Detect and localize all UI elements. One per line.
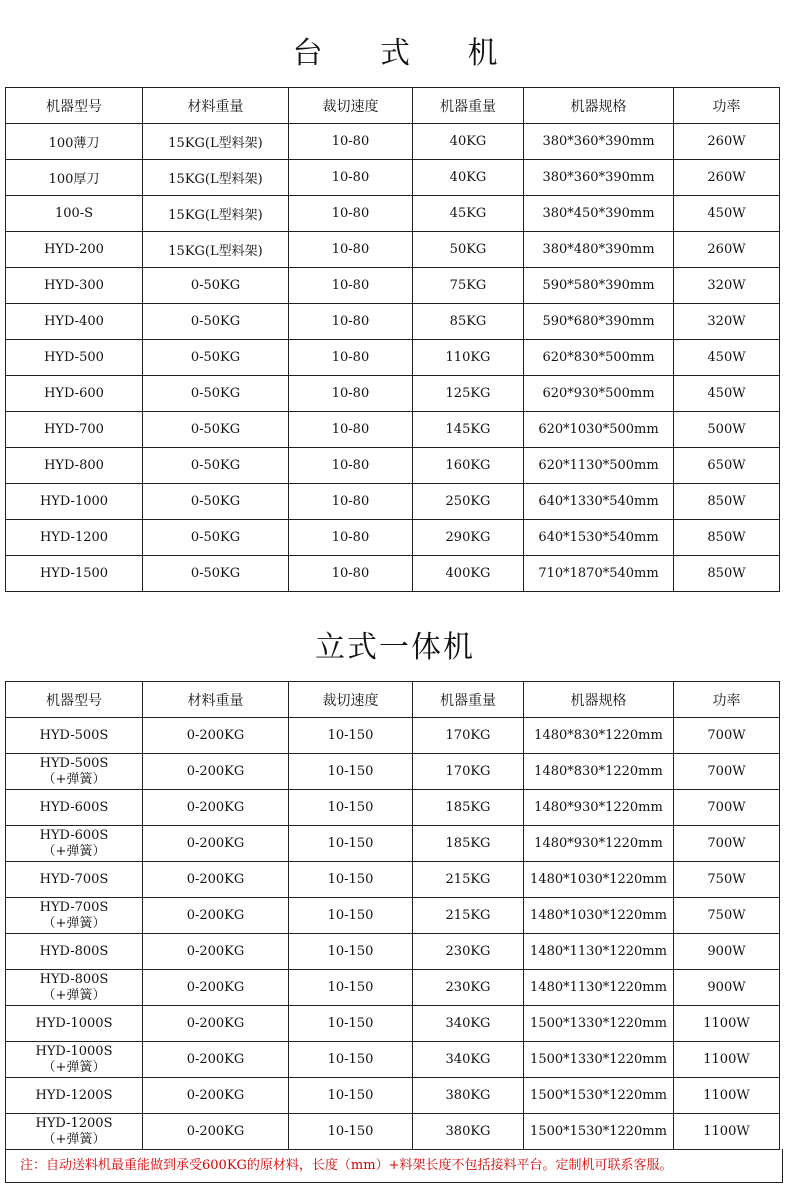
cell-power: 850W (674, 484, 780, 520)
cell-power: 1100W (674, 1006, 780, 1042)
cell-material-weight: 15KG(L型料架) (143, 196, 289, 232)
cell-machine-weight: 215KG (413, 862, 524, 898)
cell-machine-weight: 215KG (413, 898, 524, 934)
cell-model (6, 790, 143, 826)
cell-power: 700W (674, 718, 780, 754)
table-row (6, 1006, 780, 1042)
table-row (6, 790, 780, 826)
cell-machine-spec: 380*360*390mm (524, 124, 674, 160)
cell-model (6, 1078, 143, 1114)
table-row (6, 484, 780, 520)
model-name: HYD-1000S (35, 1043, 113, 1059)
table-row (6, 1114, 780, 1150)
cell-machine-spec: 590*580*390mm (524, 268, 674, 304)
cell-power: 750W (674, 898, 780, 934)
cell-machine-spec: 620*1130*500mm (524, 448, 674, 484)
cell-machine-spec: 620*1030*500mm (524, 412, 674, 448)
cell-cutting-speed: 10-80 (289, 124, 413, 160)
table-row (6, 862, 780, 898)
cell-model: HYD-1200 (6, 520, 143, 556)
cell-machine-weight: 230KG (413, 970, 524, 1006)
model-name: HYD-800S (39, 971, 109, 987)
cell-machine-spec: 1480*930*1220mm (524, 790, 674, 826)
cell-model (6, 970, 143, 1006)
table-row (6, 376, 780, 412)
table-row (6, 124, 780, 160)
table-row (6, 754, 780, 790)
cell-machine-spec: 1480*1030*1220mm (524, 862, 674, 898)
cell-model (6, 754, 143, 790)
header-cutting-speed: 裁切速度 (289, 88, 413, 124)
cell-power: 700W (674, 790, 780, 826)
cell-material-weight: 0-50KG (143, 484, 289, 520)
cell-power: 450W (674, 340, 780, 376)
cell-cutting-speed: 10-80 (289, 232, 413, 268)
cell-material-weight: 0-200KG (143, 1078, 289, 1114)
model-name: HYD-700S (39, 871, 109, 887)
desktop-machine-title: 台 式 机 (292, 36, 522, 71)
cell-machine-weight: 340KG (413, 1042, 524, 1078)
cell-machine-spec: 380*450*390mm (524, 196, 674, 232)
cell-cutting-speed: 10-150 (289, 898, 413, 934)
vertical-machine-table (5, 681, 780, 1150)
table-header-row (6, 682, 780, 718)
cell-machine-spec: 640*1530*540mm (524, 520, 674, 556)
cell-model: HYD-600 (6, 376, 143, 412)
table-row (6, 898, 780, 934)
cell-model: HYD-400 (6, 304, 143, 340)
cell-power: 450W (674, 196, 780, 232)
cell-machine-spec: 1480*1130*1220mm (524, 970, 674, 1006)
cell-material-weight: 0-200KG (143, 790, 289, 826)
cell-power: 700W (674, 826, 780, 862)
model-name: HYD-500S (39, 727, 109, 743)
header-material-weight: 材料重量 (143, 682, 289, 718)
cell-material-weight: 0-200KG (143, 1042, 289, 1078)
cell-machine-spec: 620*930*500mm (524, 376, 674, 412)
cell-machine-weight: 170KG (413, 718, 524, 754)
table-row (6, 160, 780, 196)
cell-model: 100厚刀 (6, 160, 143, 196)
cell-machine-weight: 160KG (413, 448, 524, 484)
cell-machine-spec: 620*830*500mm (524, 340, 674, 376)
cell-machine-spec: 1480*830*1220mm (524, 754, 674, 790)
model-suffix: （+弹簧） (42, 1059, 106, 1075)
cell-cutting-speed: 10-80 (289, 268, 413, 304)
cell-material-weight: 15KG(L型料架) (143, 232, 289, 268)
cell-model (6, 718, 143, 754)
cell-machine-weight: 50KG (413, 232, 524, 268)
cell-power: 320W (674, 268, 780, 304)
cell-machine-spec: 1500*1330*1220mm (524, 1042, 674, 1078)
cell-model (6, 1114, 143, 1150)
cell-power: 500W (674, 412, 780, 448)
header-model: 机器型号 (6, 88, 143, 124)
cell-model (6, 934, 143, 970)
cell-power: 260W (674, 124, 780, 160)
cell-cutting-speed: 10-150 (289, 1078, 413, 1114)
table-row (6, 232, 780, 268)
cell-cutting-speed: 10-80 (289, 520, 413, 556)
cell-cutting-speed: 10-80 (289, 448, 413, 484)
cell-material-weight: 0-200KG (143, 754, 289, 790)
footnote: 注：自动送料机最重能做到承受600KG的原材料，长度（mm）+料架长度不包括接料平台。定制机可联系客服。 (5, 1149, 783, 1183)
model-name: HYD-1200S (35, 1087, 113, 1103)
cell-machine-spec: 1480*830*1220mm (524, 718, 674, 754)
header-machine-weight: 机器重量 (413, 88, 524, 124)
cell-power: 260W (674, 160, 780, 196)
cell-power: 260W (674, 232, 780, 268)
cell-machine-weight: 340KG (413, 1006, 524, 1042)
cell-power: 450W (674, 376, 780, 412)
cell-power: 1100W (674, 1042, 780, 1078)
cell-machine-spec: 1500*1530*1220mm (524, 1078, 674, 1114)
cell-cutting-speed: 10-80 (289, 160, 413, 196)
cell-material-weight: 0-200KG (143, 898, 289, 934)
cell-material-weight: 0-50KG (143, 556, 289, 592)
cell-model: HYD-1500 (6, 556, 143, 592)
cell-power: 900W (674, 970, 780, 1006)
cell-model: 100薄刀 (6, 124, 143, 160)
cell-cutting-speed: 10-150 (289, 754, 413, 790)
cell-cutting-speed: 10-80 (289, 412, 413, 448)
cell-cutting-speed: 10-150 (289, 1006, 413, 1042)
cell-power: 700W (674, 754, 780, 790)
cell-material-weight: 0-200KG (143, 862, 289, 898)
cell-model: HYD-500 (6, 340, 143, 376)
cell-cutting-speed: 10-150 (289, 1114, 413, 1150)
model-suffix: （+弹簧） (42, 843, 106, 859)
cell-material-weight: 0-200KG (143, 1114, 289, 1150)
table-row (6, 196, 780, 232)
model-name: HYD-600S (39, 827, 109, 843)
cell-machine-weight: 75KG (413, 268, 524, 304)
table-header-row (6, 88, 780, 124)
table-row (6, 1042, 780, 1078)
cell-material-weight: 0-50KG (143, 448, 289, 484)
cell-model: HYD-700 (6, 412, 143, 448)
cell-model: HYD-1000 (6, 484, 143, 520)
cell-cutting-speed: 10-80 (289, 376, 413, 412)
header-machine-spec: 机器规格 (524, 88, 674, 124)
vertical-machine-title: 立式一体机 (315, 630, 475, 665)
cell-machine-weight: 400KG (413, 556, 524, 592)
cell-cutting-speed: 10-150 (289, 826, 413, 862)
cell-power: 850W (674, 556, 780, 592)
cell-material-weight: 0-200KG (143, 718, 289, 754)
cell-model (6, 826, 143, 862)
cell-cutting-speed: 10-80 (289, 196, 413, 232)
model-suffix: （+弹簧） (42, 915, 106, 931)
cell-machine-weight: 40KG (413, 124, 524, 160)
cell-cutting-speed: 10-150 (289, 718, 413, 754)
table-row (6, 412, 780, 448)
cell-machine-spec: 380*480*390mm (524, 232, 674, 268)
cell-cutting-speed: 10-150 (289, 862, 413, 898)
cell-material-weight: 15KG(L型料架) (143, 124, 289, 160)
cell-machine-weight: 380KG (413, 1114, 524, 1150)
cell-machine-spec: 1500*1330*1220mm (524, 1006, 674, 1042)
cell-cutting-speed: 10-150 (289, 790, 413, 826)
cell-machine-weight: 45KG (413, 196, 524, 232)
cell-machine-spec: 590*680*390mm (524, 304, 674, 340)
cell-machine-weight: 170KG (413, 754, 524, 790)
cell-power: 320W (674, 304, 780, 340)
table-row (6, 826, 780, 862)
header-power: 功率 (674, 88, 780, 124)
table-row (6, 970, 780, 1006)
cell-machine-spec: 1480*930*1220mm (524, 826, 674, 862)
header-machine-spec: 机器规格 (524, 682, 674, 718)
cell-machine-weight: 85KG (413, 304, 524, 340)
table-row (6, 556, 780, 592)
header-power: 功率 (674, 682, 780, 718)
cell-model (6, 1042, 143, 1078)
cell-model: 100-S (6, 196, 143, 232)
table-row (6, 1078, 780, 1114)
model-name: HYD-600S (39, 799, 109, 815)
cell-machine-weight: 125KG (413, 376, 524, 412)
cell-cutting-speed: 10-150 (289, 1042, 413, 1078)
cell-material-weight: 0-50KG (143, 412, 289, 448)
cell-cutting-speed: 10-150 (289, 934, 413, 970)
cell-power: 1100W (674, 1078, 780, 1114)
cell-power: 1100W (674, 1114, 780, 1150)
cell-machine-weight: 290KG (413, 520, 524, 556)
cell-model (6, 1006, 143, 1042)
cell-cutting-speed: 10-80 (289, 484, 413, 520)
cell-machine-weight: 380KG (413, 1078, 524, 1114)
cell-cutting-speed: 10-80 (289, 340, 413, 376)
cell-material-weight: 0-50KG (143, 376, 289, 412)
model-name: HYD-800S (39, 943, 109, 959)
model-name: HYD-1000S (35, 1015, 113, 1031)
cell-material-weight: 0-50KG (143, 340, 289, 376)
cell-material-weight: 0-200KG (143, 826, 289, 862)
cell-machine-weight: 230KG (413, 934, 524, 970)
cell-model (6, 862, 143, 898)
cell-material-weight: 15KG(L型料架) (143, 160, 289, 196)
cell-machine-weight: 145KG (413, 412, 524, 448)
desktop-machine-table (5, 87, 780, 592)
cell-material-weight: 0-50KG (143, 304, 289, 340)
cell-model: HYD-300 (6, 268, 143, 304)
cell-machine-spec: 640*1330*540mm (524, 484, 674, 520)
cell-power: 850W (674, 520, 780, 556)
cell-machine-spec: 1480*1030*1220mm (524, 898, 674, 934)
model-name: HYD-1200S (35, 1115, 113, 1131)
table-row (6, 340, 780, 376)
table-row (6, 304, 780, 340)
header-machine-weight: 机器重量 (413, 682, 524, 718)
table-row (6, 934, 780, 970)
cell-power: 900W (674, 934, 780, 970)
model-suffix: （+弹簧） (42, 771, 106, 787)
cell-model: HYD-800 (6, 448, 143, 484)
table-row (6, 718, 780, 754)
cell-model: HYD-200 (6, 232, 143, 268)
cell-machine-weight: 40KG (413, 160, 524, 196)
cell-machine-spec: 1500*1530*1220mm (524, 1114, 674, 1150)
cell-machine-spec: 1480*1130*1220mm (524, 934, 674, 970)
cell-machine-spec: 710*1870*540mm (524, 556, 674, 592)
cell-machine-weight: 185KG (413, 826, 524, 862)
cell-material-weight: 0-50KG (143, 520, 289, 556)
cell-material-weight: 0-200KG (143, 970, 289, 1006)
model-name: HYD-700S (39, 899, 109, 915)
cell-model (6, 898, 143, 934)
cell-machine-weight: 110KG (413, 340, 524, 376)
header-cutting-speed: 裁切速度 (289, 682, 413, 718)
header-model: 机器型号 (6, 682, 143, 718)
cell-cutting-speed: 10-80 (289, 304, 413, 340)
cell-material-weight: 0-50KG (143, 268, 289, 304)
cell-power: 750W (674, 862, 780, 898)
header-material-weight: 材料重量 (143, 88, 289, 124)
cell-machine-weight: 185KG (413, 790, 524, 826)
table-row (6, 520, 780, 556)
cell-machine-spec: 380*360*390mm (524, 160, 674, 196)
cell-power: 650W (674, 448, 780, 484)
table-row (6, 268, 780, 304)
cell-cutting-speed: 10-150 (289, 970, 413, 1006)
cell-cutting-speed: 10-80 (289, 556, 413, 592)
model-suffix: （+弹簧） (42, 987, 106, 1003)
model-name: HYD-500S (39, 755, 109, 771)
table-row (6, 448, 780, 484)
cell-material-weight: 0-200KG (143, 934, 289, 970)
cell-material-weight: 0-200KG (143, 1006, 289, 1042)
cell-machine-weight: 250KG (413, 484, 524, 520)
model-suffix: （+弹簧） (42, 1131, 106, 1147)
